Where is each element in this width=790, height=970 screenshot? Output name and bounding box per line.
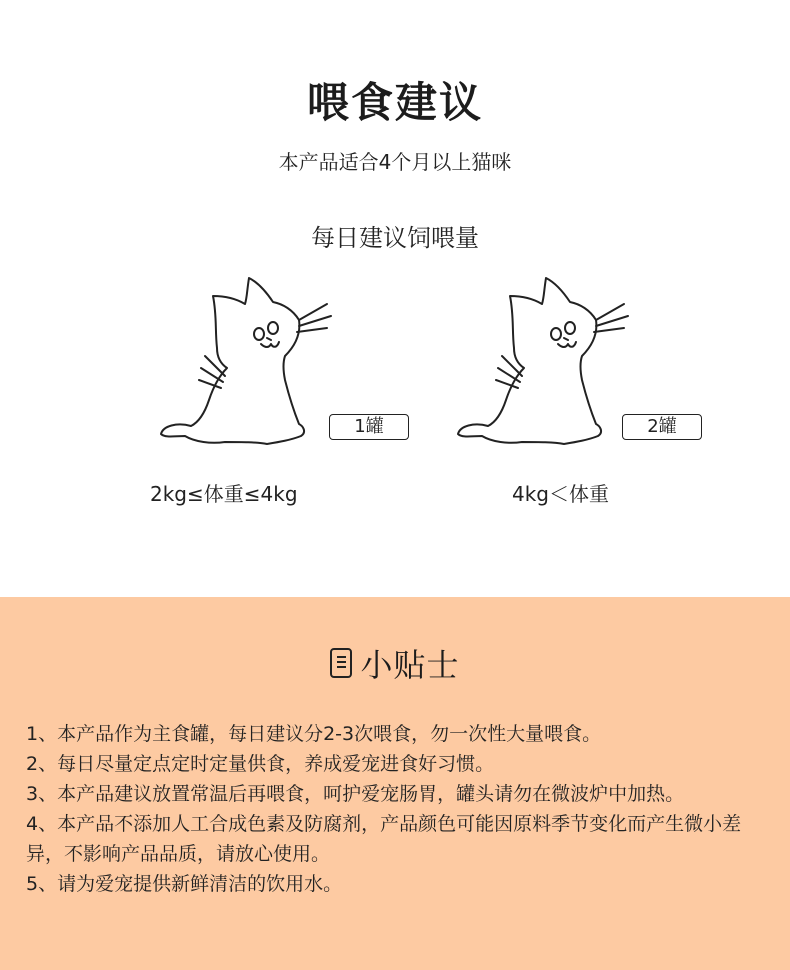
tips-section — [0, 597, 790, 970]
weight-range-label: 4kg＜体重 — [512, 482, 610, 506]
amount-tag: 2罐 — [622, 414, 702, 440]
daily-amount-title: 每日建议饲喂量 — [311, 224, 479, 252]
tip-item: 1、本产品作为主食罐，每日建议分2-3次喂食，勿一次性大量喂食。 — [26, 723, 602, 745]
tip-item: 5、请为爱宠提供新鲜清洁的饮用水。 — [26, 873, 343, 895]
tip-item: 2、每日尽量定点定时定量供食，养成爱宠进食好习惯。 — [26, 753, 495, 775]
age-subtitle: 本产品适合4个月以上猫咪 — [278, 150, 512, 174]
cat-icon — [452, 276, 632, 456]
weight-range-label: 2kg≤体重≤4kg — [150, 482, 298, 506]
cat-icon — [155, 276, 335, 456]
tips-header — [0, 641, 790, 685]
tip-item: 3、本产品建议放置常温后再喂食，呵护爱宠肠胃，罐头请勿在微波炉中加热。 — [26, 783, 685, 805]
tip-item: 4、本产品不添加人工合成色素及防腐剂，产品颜色可能因原料季节变化而产生微小差异，不影响产品品质，请放心使用。 — [26, 813, 742, 865]
tips-list — [26, 719, 776, 899]
amount-tag: 1罐 — [329, 414, 409, 440]
document-icon — [330, 648, 352, 678]
tips-title: 小贴士 — [360, 646, 460, 684]
page-title: 喂食建议 — [306, 78, 483, 127]
